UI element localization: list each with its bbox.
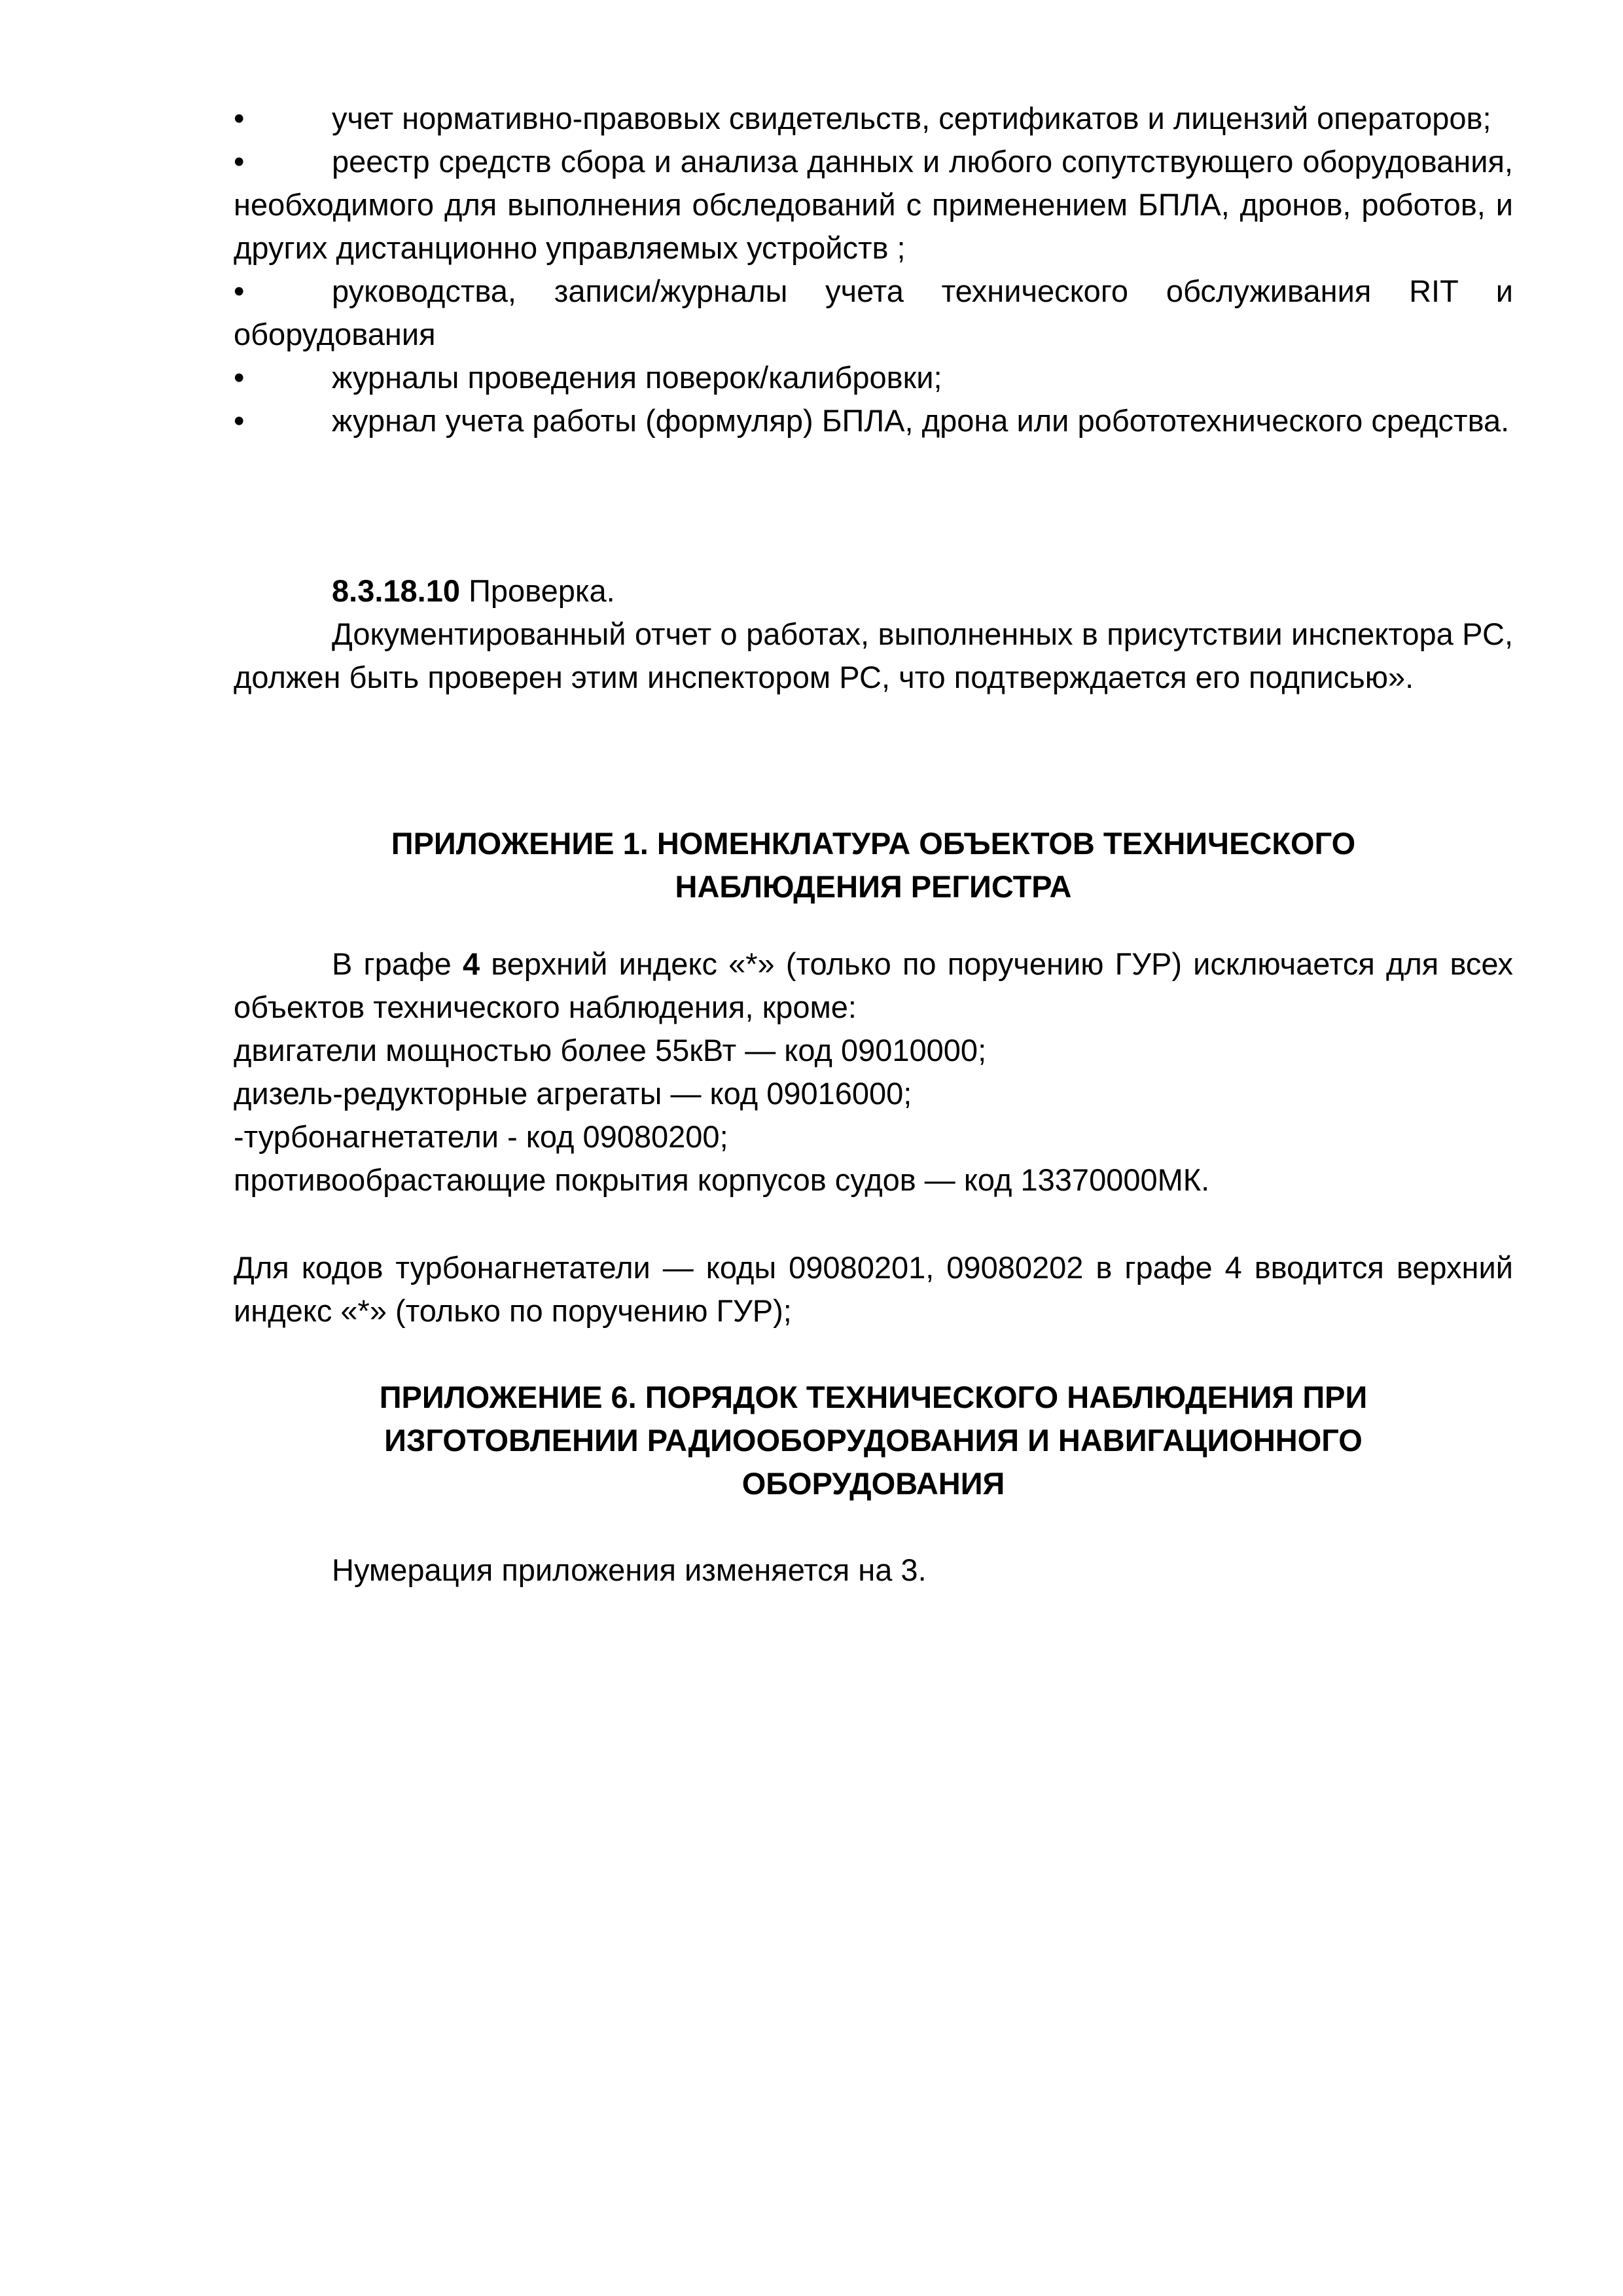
list-item-text: журнал учета работы (формуляр) БПЛА, дрона или робототехнического средства. — [332, 403, 1510, 438]
bullet-marker: • — [234, 360, 245, 395]
appendix1-heading — [234, 822, 1513, 908]
appendix1-intro-bold: 4 — [462, 946, 480, 981]
list-item — [234, 356, 1513, 399]
bullet-marker: • — [234, 274, 245, 308]
appendix1-note: Для кодов турбонагнетатели — коды 09080201, 09080202 в графе 4 вводится верхний индекс «*» (только по поручению ГУР); — [234, 1250, 1513, 1328]
section-number: 8.3.18.10 — [332, 573, 461, 608]
list-item-text: руководства, записи/журналы учета технического обслуживания RIT и оборудования — [234, 274, 1513, 351]
appendix1-heading-line1: ПРИЛОЖЕНИЕ 1. НОМЕНКЛАТУРА ОБЪЕКТОВ ТЕХНИЧЕСКОГО — [391, 826, 1356, 861]
list-item: противообрастающие покрытия корпусов судов — код 13370000МК. — [234, 1162, 1210, 1197]
list-item-text: учет нормативно-правовых свидетельств, сертификатов и лицензий операторов; — [332, 101, 1491, 135]
appendix1-intro-before: В графе — [332, 946, 463, 981]
section-body: Документированный отчет о работах, выполненных в присутствии инспектора РС, должен быть проверен этим инспектором РС, что подтверждается его подписью». — [234, 617, 1513, 694]
appendix6-heading-line2: ИЗГОТОВЛЕНИИ РАДИООБОРУДОВАНИЯ И НАВИГАЦИОННОГО — [384, 1423, 1363, 1458]
section-title: Проверка. — [460, 573, 615, 608]
list-item — [234, 97, 1513, 140]
list-item: дизель-редукторные агрегаты — код 09016000; — [234, 1076, 912, 1111]
list-item: -турбонагнетатели - код 09080200; — [234, 1119, 728, 1154]
list-item-text: журналы проведения поверок/калибровки; — [332, 360, 942, 395]
list-item — [234, 140, 1513, 270]
list-item — [234, 270, 1513, 356]
list-item: двигатели мощностью более 55кВт — код 09010000; — [234, 1033, 987, 1067]
list-item — [234, 399, 1513, 442]
requirements-list — [234, 97, 1513, 442]
appendix6-heading — [234, 1376, 1513, 1505]
appendix6-heading-line3: ОБОРУДОВАНИЯ — [741, 1466, 1005, 1501]
list-item-text: реестр средств сбора и анализа данных и любого сопутствующего оборудования, необходимого для выполнения обследований с применением БПЛА, дронов, роботов, и других дистанционно управляемых устройств ; — [234, 144, 1513, 265]
section-heading — [234, 569, 1513, 613]
appendix6-heading-line1: ПРИЛОЖЕНИЕ 6. ПОРЯДОК ТЕХНИЧЕСКОГО НАБЛЮДЕНИЯ ПРИ — [379, 1380, 1368, 1414]
bullet-marker: • — [234, 144, 245, 179]
appendix1-heading-line2: НАБЛЮДЕНИЯ РЕГИСТРА — [675, 869, 1072, 904]
appendix1-intro-after: верхний индекс «*» (только по поручению ГУР) исключается для всех объектов технического наблюдения, кроме: — [234, 946, 1513, 1024]
bullet-marker: • — [234, 403, 245, 438]
appendix6-body: Нумерация приложения изменяется на 3. — [332, 1552, 927, 1587]
appendix1-intro — [234, 942, 1513, 1029]
appendix1-items — [234, 1029, 1513, 1202]
bullet-marker: • — [234, 101, 245, 135]
